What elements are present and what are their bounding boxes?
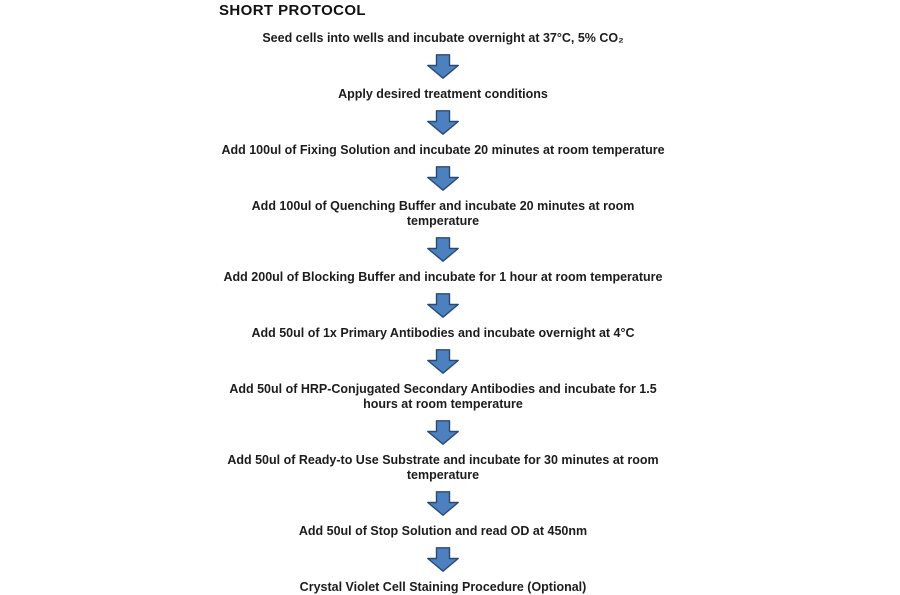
- down-arrow-icon: [426, 491, 460, 516]
- step-text: [221, 143, 664, 158]
- step-text: [300, 580, 587, 595]
- step-line: Add 50ul of HRP-Conjugated Secondary Antibodies and incubate for 1.5: [229, 382, 657, 396]
- step-line: temperature: [406, 468, 480, 482]
- step-line: temperature: [406, 214, 480, 228]
- step-text: [338, 87, 548, 102]
- step-line: Seed cells into wells and incubate overnight at 37°C, 5% CO₂: [262, 31, 624, 45]
- protocol-flowchart: [0, 31, 886, 595]
- step-text: [224, 270, 663, 285]
- down-arrow-icon: [426, 110, 460, 135]
- step-text: [251, 326, 634, 341]
- page-title: SHORT PROTOCOL: [219, 2, 366, 19]
- step-text: [262, 31, 623, 46]
- down-arrow-icon: [426, 54, 460, 79]
- step-text: [252, 199, 635, 229]
- down-arrow-icon: [426, 349, 460, 374]
- step-line: Add 50ul of 1x Primary Antibodies and incubate overnight at 4°C: [251, 326, 635, 340]
- down-arrow-icon: [426, 293, 460, 318]
- down-arrow-icon: [426, 547, 460, 572]
- step-text: [227, 453, 658, 483]
- step-line: Add 50ul of Stop Solution and read OD at 450nm: [298, 524, 588, 538]
- step-line: Add 50ul of Ready-to Use Substrate and incubate for 30 minutes at room: [227, 453, 659, 467]
- step-text: [299, 524, 587, 539]
- step-line: Apply desired treatment conditions: [338, 87, 548, 101]
- step-line: hours at room temperature: [363, 397, 523, 411]
- down-arrow-icon: [426, 237, 460, 262]
- step-line: Add 100ul of Quenching Buffer and incubate 20 minutes at room: [251, 199, 635, 213]
- step-text: [229, 382, 656, 412]
- down-arrow-icon: [426, 166, 460, 191]
- step-line: Add 200ul of Blocking Buffer and incubate for 1 hour at room temperature: [223, 270, 663, 284]
- step-line: Add 100ul of Fixing Solution and incubate 20 minutes at room temperature: [221, 143, 665, 157]
- down-arrow-icon: [426, 420, 460, 445]
- step-line: Crystal Violet Cell Staining Procedure (Optional): [299, 580, 587, 594]
